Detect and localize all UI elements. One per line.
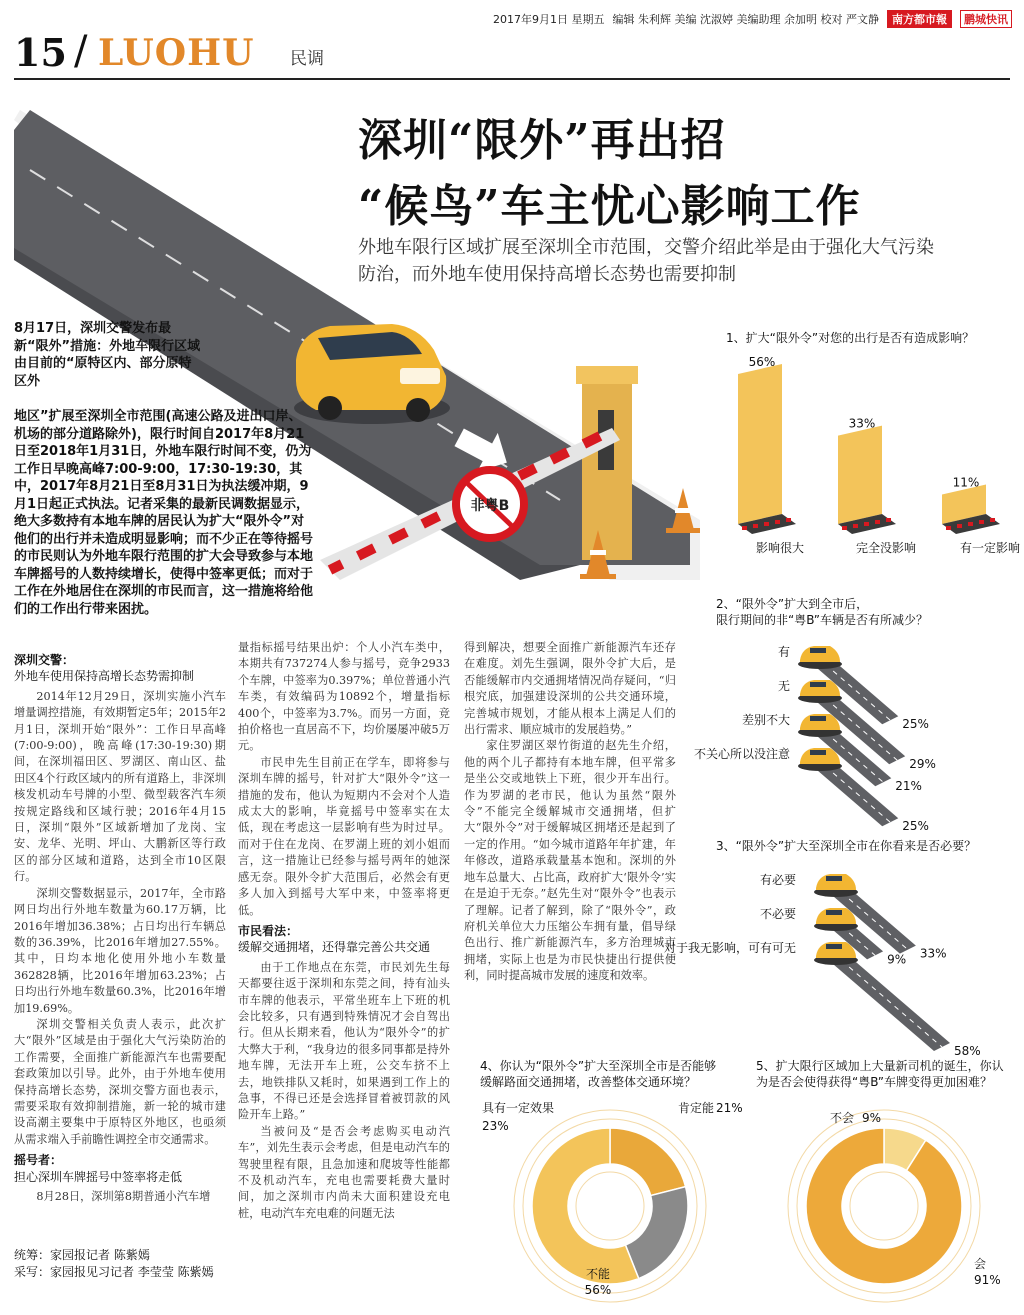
taxi-window xyxy=(810,716,826,721)
chart1-bar-stripe xyxy=(853,524,858,528)
chart3-value-label: 9% xyxy=(887,952,907,967)
taxi-window xyxy=(826,910,842,915)
paragraph: 2014年12月29日，深圳实施小汽车增量调控措施，有效期暂定5年；2015年2月1日，深圳开始“限外”：工作日早高峰(7:00-9:00)，晚高峰(17:30-19:30)期间，在深圳福田区、罗湖区、南山区、盐田区4个行政区域内的所有道路上，非深圳核发机动车号牌的小型、微型载客汽车须按规定路线和区域行驶；2016年4月15日，深圳“限外”区域新增加了龙岗、宝安、龙华、光明、坪山、大鹏新区等行政区的部分区域和道路，达到全市10区限行。 xyxy=(14,689,226,884)
chart1-bar-chart xyxy=(720,352,1020,564)
chart5-question-b: 为是否会使得获得“粤B”车牌变得更加困难？ xyxy=(756,1075,993,1089)
taxi-car-icon xyxy=(814,874,858,897)
chart1-category-label: 有一定影响 xyxy=(960,541,1021,555)
chart1-bar-stripe xyxy=(842,526,847,530)
top-info-line xyxy=(493,10,1012,28)
chart5-value-label: 9% xyxy=(862,1111,882,1125)
chart3-value-label: 58% xyxy=(954,1044,981,1058)
chart1-value-label: 11% xyxy=(952,475,980,490)
taxi-window xyxy=(826,944,842,949)
taxi-window xyxy=(810,750,826,755)
chart2-question-a: 2、“限外令”扩大到全市后， xyxy=(716,597,869,611)
chart1-bar-stripe xyxy=(979,520,984,524)
chart2-road-bar-chart xyxy=(693,636,1020,834)
sign-text: 非粤B xyxy=(470,498,510,514)
masthead xyxy=(0,0,1024,80)
chart2-value-label: 29% xyxy=(909,757,936,772)
paper-sub-logo: 鹏城快讯 xyxy=(960,10,1012,28)
paper-logo: 南方都市報 xyxy=(887,10,952,28)
paragraph: 8月28日，深圳第8期普通小汽车增 xyxy=(36,1190,211,1203)
paragraph: 市民申先生目前正在学车，即将参与深圳车牌的摇号，针对扩大“限外令”这一措施的发布，他认为短期内不会对个人造成太大的影响，毕竟摇号中签率实在太低，现在考虑这一层影响有些为时过早。而对于住在龙岗、在罗湖上班的刘小姐而言，这一措施让已经参与摇号两年的她深感无奈。限外令扩大范围后，必然会有更多人加入到摇号大军中来，中签率将更低。 xyxy=(238,755,450,917)
chart2-value-label: 21% xyxy=(895,779,922,794)
chart1-category-label: 影响很大 xyxy=(756,541,805,555)
subhead-citizens: 市民看法： xyxy=(238,923,299,938)
chart3-category-label: 不必要 xyxy=(759,907,796,921)
chart4-donut-chart xyxy=(478,1098,748,1298)
chart2-question xyxy=(716,596,1016,628)
chart1-bar-stripe xyxy=(775,520,780,524)
chart3-value-label: 33% xyxy=(919,946,947,961)
chart1-bar-stripe xyxy=(990,518,995,522)
chart1-category-label: 完全没影响 xyxy=(856,541,917,555)
chart2-category-label: 差别不大 xyxy=(741,713,790,727)
chart2-question-b: 限行期间的非“粤B”车辆是否有所减少？ xyxy=(716,613,929,627)
chart1-bar-stripe xyxy=(753,524,758,528)
credit-reporters: 采写：家园报见习记者 李莹莹 陈紫嫣 xyxy=(14,1265,214,1279)
chart1-bar xyxy=(738,364,782,524)
taxi-window xyxy=(810,682,826,687)
chart1-bar-stripe xyxy=(786,518,791,522)
chart1-bar-stripe xyxy=(886,518,891,522)
chart4-question-b: 缓解路面交通拥堵，改善整体交通环境？ xyxy=(480,1075,697,1089)
taxi-car-icon xyxy=(294,324,450,424)
chart4-question xyxy=(480,1058,742,1090)
chart1-bar-stripe xyxy=(764,522,769,526)
chart5-category-label: 会 xyxy=(974,1257,987,1271)
chart3-question: 3、“限外令”扩大至深圳全市在你看来是否必要？ xyxy=(716,839,977,853)
section-subtitle: 民调 xyxy=(290,49,324,69)
chart3-road-bar-chart xyxy=(663,860,1016,1058)
paragraph: 量指标摇号结果出炉：个人小汽车类中，本期共有737274人参与摇号，竞争2933个车牌，中签率为0.397%；单位普通小汽车类，有效编码为10892个，增量指标400个，中签率为3.7%。而另一方面，竞拍价格也一直居高不下，均价屡屡冲破5万元。 xyxy=(238,641,450,753)
chart1-value-label: 56% xyxy=(748,355,776,369)
subhead-lottery-b: 担心深圳车牌摇号中签率将走低 xyxy=(14,1169,183,1184)
section-title: LUOHU xyxy=(98,32,255,74)
article-column-3 xyxy=(464,640,676,985)
chart2-category-label: 有 xyxy=(777,645,790,659)
chart5-inner-ring xyxy=(850,1172,918,1240)
subhead-traffic-police-b: 外地车使用保持高增长态势需抑制 xyxy=(14,669,195,684)
headline-line-1: 深圳“限外”再出招 xyxy=(358,115,726,166)
headline-deck: 外地车限行区域扩展至深圳全市范围，交警介绍此举是由于强化大气污染防治，而外地车使用保持高增长态势也需要抑制 xyxy=(358,237,934,285)
paragraph: 由于工作地点在东莞，市民刘先生每天都要往返于深圳和东莞之间，持有汕头市车牌的他表示，平常坐班车上下班的机会比较多，只有遇到特殊情况才会自驾出行。但从长期来看，他认为“限外令”的扩大弊大于利，“我身边的很多同事都是持外地车牌，无法开车上班，公交车挤不上去，地铁排队又耗时，如果遇到工作上的急事，不得已还是会选择冒着被罚款的风险开车上路。” xyxy=(238,960,450,1122)
chart1-bar-stripe xyxy=(957,524,962,528)
credits xyxy=(14,1247,214,1281)
chart5-donut-chart xyxy=(752,1098,1020,1298)
subhead-lottery: 摇号者： xyxy=(14,1153,63,1168)
chart1-bar-stripe xyxy=(875,520,880,524)
chart1-bar-stripe xyxy=(968,522,973,526)
paragraph: 家住罗湖区翠竹街道的赵先生介绍，他的两个儿子都持有本地车牌，但平常多是坐公交或地铁上下班，很少开车出行。作为罗湖的老市民，他认为虽然“限外令”不能完全缓解城市交通拥堵，但扩大“限外令”对于缓解城区拥堵还是起到了一定的作用。“如今城市道路年年扩建，年年修改，道路承载量基本饱和。深圳的外地车总量大、占比高，政府扩大‘限外令’实在是迫于无奈。”赵先生对“限外令”也表示了理解。记者了解到，除了“限外令”，政府机关单位大力压缩公车拥有量，倡导绿色出行、推广新能源汽车，多方治理城市拥堵，实际上也是为市民快捷出行提供便利，同时提高城市发展的速度和效率。 xyxy=(464,739,676,983)
chart1-bar xyxy=(838,426,882,524)
chart4-category-label: 具有一定效果 xyxy=(482,1101,555,1115)
chart2-category-label: 无 xyxy=(777,679,790,693)
lead-paragraph-main: 地区”扩展至深圳全市范围(高速公路及进出口岸、机场的部分道路除外)，限行时间自2017年8月21日至2018年1月31日，外地车限行时间不变，仍为工作日早晚高峰7:00-9:00，17:30-19:30，其中，2017年8月21日至8月31日为执法缓冲期，9月1日起正式执法。记者采集的最新民调数据显示，绝大多数持有本地车牌的居民认为扩大“限外令”对他们的出行并未造成明显影响；而不少正在等待摇号的市民则认为外地车限行范围的扩大会导致参与本地车牌摇号的人数持续增长，使得中签率更低；而对于工作在外地居住在深圳的市民而言，这一措施将给他们的工作出行带来困扰。 xyxy=(14,409,314,617)
chart5-value-label: 91% xyxy=(974,1273,1001,1287)
chart4-value-label: 56% xyxy=(584,1283,612,1297)
paragraph: 深圳交警相关负责人表示，此次扩大“限外”区域是由于强化大气污染防治的工作需要，全面推广新能源汽车也需要配套政策加以引导。此外，由于外地车使用保持高增长态势，深圳交警方面也表示，需要采取有效抑制措施，新一轮的城市建设高潮主要集中于原特区外地区，也亟须从需求端入手前瞻性调控全市交通需求。 xyxy=(14,1017,226,1146)
taxi-window xyxy=(826,876,842,881)
editor-credits: 编辑 朱利辉 美编 沈淑婷 美编助理 余加明 校对 严文静 xyxy=(612,13,879,26)
chart1-bar-stripe xyxy=(864,522,869,526)
chart4-value-label: 21% xyxy=(716,1101,743,1115)
chart4-value-label: 23% xyxy=(482,1119,509,1133)
chart4-question-a: 4、你认为“限外令”扩大至深圳全市是否能够 xyxy=(480,1059,717,1073)
headline xyxy=(358,108,861,240)
taxi-window xyxy=(810,648,826,653)
chart3-lane-mark xyxy=(834,954,942,1047)
chart1-bar-stripe xyxy=(946,526,951,530)
chart2-value-label: 25% xyxy=(902,717,929,732)
chart4-category-label: 肯定能 xyxy=(678,1101,715,1115)
chart4-category-label: 不能 xyxy=(585,1267,611,1281)
article-column-1 xyxy=(14,648,226,1205)
chart5-question-a: 5、扩大限行区域加上大量新司机的诞生，你认 xyxy=(756,1059,1004,1073)
page-number: 15 xyxy=(14,30,67,75)
subhead-citizens-b: 缓解交通拥堵，还得靠完善公共交通 xyxy=(238,940,431,955)
article-column-2 xyxy=(238,640,450,1222)
paragraph: 当被问及“是否会考虑购买电动汽车”，刘先生表示会考虑，但是电动汽车的驾驶里程有限，且急加速和爬坡等性能都不及机动汽车，充电也需要耗费大量时间，加之深圳市内尚未大面积建设充电桩，电动汽车充电难的问题无法 xyxy=(238,1124,450,1220)
chart4-inner-ring xyxy=(576,1172,644,1240)
headline-line-2: “候鸟”车主忧心影响工作 xyxy=(358,181,861,232)
chart2-value-label: 25% xyxy=(902,819,929,834)
chart3-category-label: 对于我无影响，可有可无 xyxy=(663,941,796,955)
chart3-category-label: 有必要 xyxy=(759,873,796,887)
subhead-traffic-police: 深圳交警： xyxy=(14,653,75,667)
credit-coordinator: 统筹：家园报记者 陈紫嫣 xyxy=(14,1248,150,1262)
page-slash: / xyxy=(74,28,88,74)
issue-date: 2017年9月1日 星期五 xyxy=(493,13,605,26)
lead-paragraph-top: 8月17日，深圳交警发布最新“限外”措施：外地车限行区域由目前的“原特区内、部分原特区外 xyxy=(14,321,201,389)
chart1-value-label: 33% xyxy=(848,416,876,431)
masthead-rule xyxy=(14,78,1010,80)
paragraph: 深圳交警数据显示，2017年，全市路网日均出行外地车数量为60.17万辆，比2016年增加36.38%；占日均出行车辆总数的36.39%，比2016年增加27.55%。其中，日均本地化使用外地小车数量362828辆，比2016年增加63.23%；占日均出行外地车数量60.3%，比2016年增加19.69%。 xyxy=(14,886,226,1015)
taxi-car-icon xyxy=(798,646,842,669)
chart5-category-label: 不会 xyxy=(830,1111,855,1125)
chart1-bar-stripe xyxy=(742,526,747,530)
chart1-question: 1、扩大“限外令”对您的出行是否有造成影响？ xyxy=(726,331,975,345)
paragraph: 得到解决，想要全面推广新能源汽车还存在难度。刘先生强调，限外令扩大后，是否能缓解市内交通拥堵情况尚存疑问，“归根究底，加强建设深圳的公共交通环境，完善城市规划，才能从根本上满足人们的出行需求、顺应城市的发展趋势。” xyxy=(464,641,676,737)
chart5-question xyxy=(756,1058,1018,1090)
chart2-category-label: 不关心所以没注意 xyxy=(693,747,790,761)
